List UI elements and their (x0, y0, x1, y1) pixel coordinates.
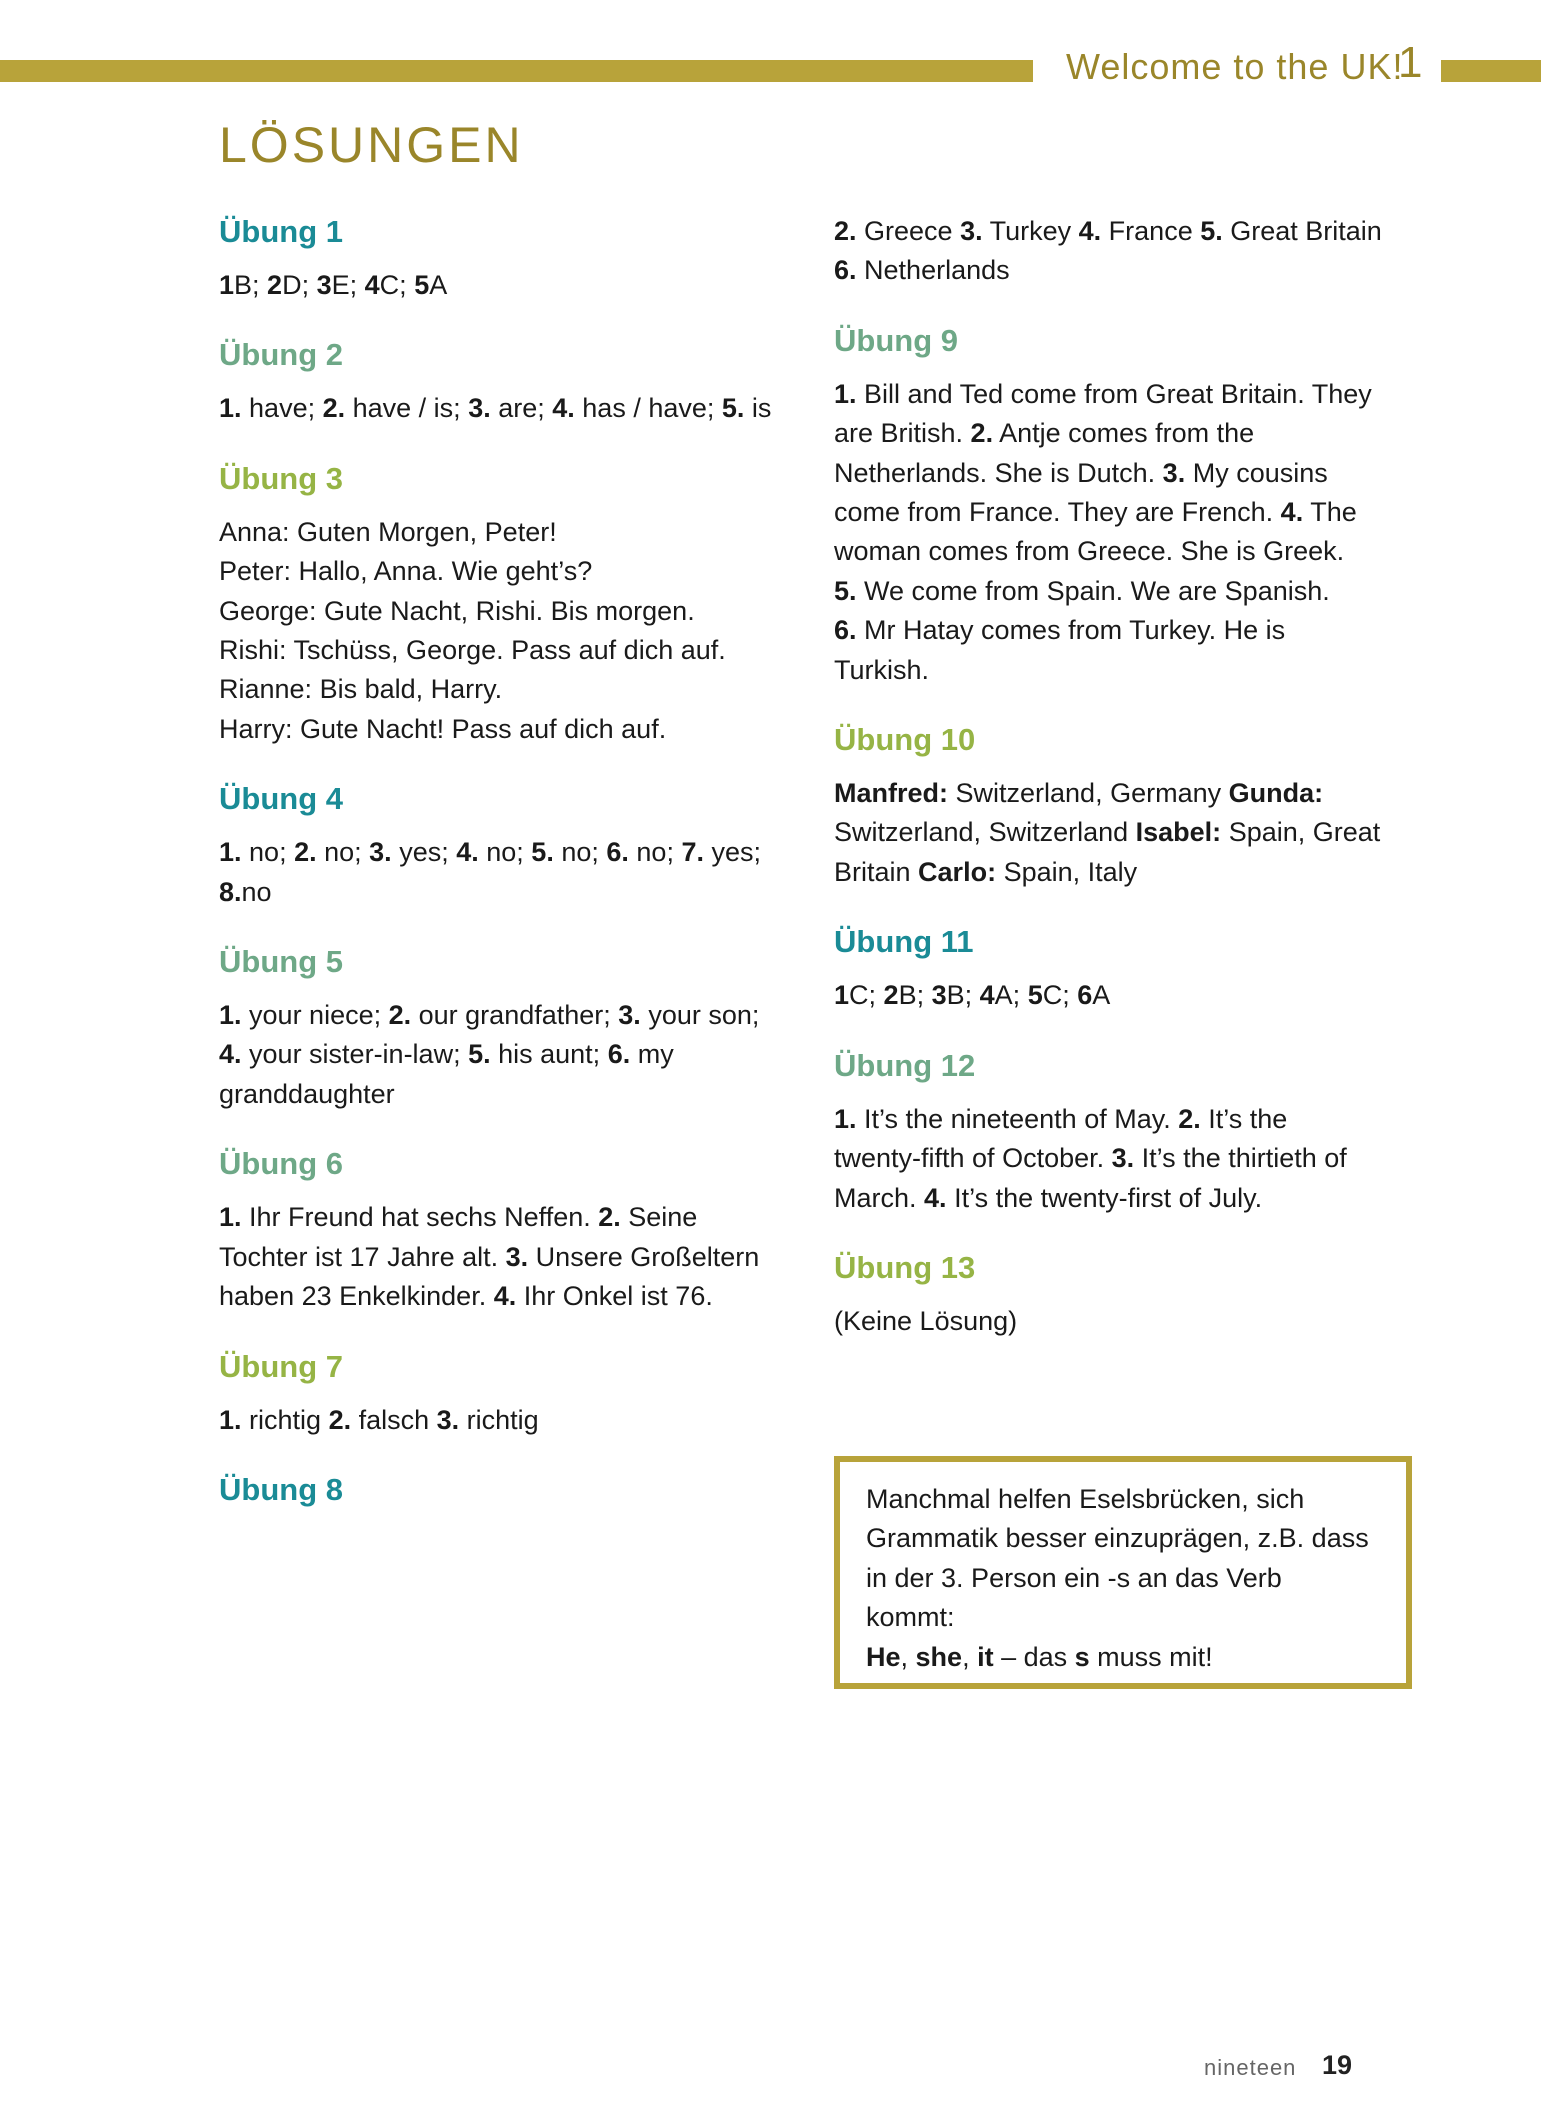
exercise-answer (219, 1401, 819, 1440)
exercise-13 (834, 1248, 1434, 1341)
text-run: no; (478, 837, 532, 868)
text-run: Antje comes from the (993, 418, 1255, 449)
bold-text: 4. (924, 1182, 947, 1213)
text-run: Bill and Ted come from Great Britain. They (856, 378, 1372, 409)
bold-text: 5. (531, 837, 554, 868)
chapter-title: Welcome to the UK! (1066, 46, 1404, 87)
text-run: richtig (459, 1404, 539, 1435)
text-run: Netherlands (856, 255, 1010, 286)
text-run: (Keine Lösung) (834, 1305, 1018, 1336)
text-run: have; (241, 393, 323, 424)
bold-text: 2. (328, 1404, 352, 1435)
text-run: no; (553, 837, 607, 868)
header-rule-left (0, 60, 1033, 82)
bold-text: 2. (1178, 1103, 1201, 1134)
text-run: Greece (856, 216, 961, 246)
bold-text: 1. (219, 837, 242, 868)
left-column (219, 212, 819, 1540)
bold-text: 1. (219, 393, 242, 424)
exercise-answer (219, 1198, 819, 1316)
text-run: Rianne: Bis bald, Harry. (219, 674, 503, 705)
exercise-title: Übung 11 (834, 924, 974, 960)
text-line (834, 651, 1434, 690)
text-run: C; (1042, 980, 1078, 1011)
text-run: woman comes from Greece. She is Greek. (834, 536, 1345, 567)
text-run: A (429, 270, 448, 300)
text-line (866, 1638, 1382, 1677)
bold-text: she (915, 1641, 963, 1672)
bold-text: 4. (1280, 497, 1304, 528)
exercise-title: Übung 12 (834, 1047, 976, 1083)
exercise-title: Übung 1 (219, 214, 343, 249)
exercise-6 (219, 1144, 819, 1316)
text-run: our grandfather; (411, 1000, 619, 1031)
text-run: is (744, 393, 772, 424)
text-run: Turkey (982, 216, 1079, 246)
bold-text: 3. (468, 393, 491, 424)
exercise-title: Übung 8 (219, 1471, 343, 1507)
text-run: twenty-fifth of October. (834, 1143, 1112, 1174)
bold-text: 3. (1162, 457, 1186, 488)
exercise-title: Übung 2 (219, 337, 343, 373)
text-line (219, 873, 819, 912)
text-line (834, 813, 1434, 852)
text-line (834, 414, 1434, 453)
exercise-answer (834, 212, 1434, 291)
text-line (219, 513, 819, 552)
bold-text: 7. (681, 837, 704, 868)
text-line (219, 389, 819, 428)
exercise-answer (219, 513, 819, 749)
text-line (866, 1519, 1382, 1558)
exercise-5 (219, 942, 819, 1114)
text-run: Britain (834, 856, 919, 887)
text-run: Turkish. (834, 654, 930, 685)
text-run: A (1092, 980, 1111, 1011)
text-run: Harry: Gute Nacht! Pass auf dich auf. (219, 713, 667, 744)
exercise-10 (834, 720, 1434, 892)
exercise-answer (834, 976, 1434, 1015)
text-run: muss mit! (1089, 1641, 1213, 1672)
header-rule-right (1441, 60, 1541, 82)
text-line (219, 1238, 819, 1277)
text-line (834, 454, 1434, 493)
text-run: Rishi: Tschüss, George. Pass auf dich auf. (219, 635, 726, 666)
bold-text: 4. (552, 393, 575, 424)
text-line (866, 1480, 1382, 1519)
bold-text: 3. (436, 1404, 460, 1435)
text-run: no; (628, 837, 682, 868)
page-number-word: nineteen (1204, 2055, 1297, 2080)
text-run: , (962, 1641, 978, 1672)
text-run: kommt: (866, 1602, 955, 1633)
bold-text: s (1074, 1641, 1090, 1672)
text-run: no; (241, 837, 295, 868)
text-line (219, 1198, 819, 1237)
text-run: come from France. They are French. (834, 497, 1281, 528)
text-run: France (1101, 216, 1201, 246)
text-run: Peter: Hallo, Anna. Wie geht’s? (219, 556, 593, 587)
text-run: have / is; (345, 393, 469, 424)
bold-text: 6. (607, 1039, 631, 1070)
bold-text: Manfred: (834, 778, 948, 809)
text-line (219, 833, 819, 872)
bold-text: 1. (219, 1202, 242, 1233)
bold-text: 1 (834, 980, 850, 1011)
bold-text: 5. (721, 393, 745, 424)
bold-text: 5 (414, 270, 430, 300)
text-run: Netherlands. She is Dutch. (834, 457, 1163, 488)
exercise-title: Übung 13 (834, 1249, 976, 1285)
bold-text: 4. (219, 1039, 242, 1070)
text-run: Spain, Italy (996, 856, 1138, 887)
text-line (219, 552, 819, 591)
text-run: no (241, 876, 272, 907)
bold-text: 1. (219, 1000, 242, 1031)
text-line (219, 631, 819, 670)
exercise-title: Übung 3 (219, 460, 343, 496)
text-run: E; (331, 270, 365, 300)
bold-text: 6. (606, 837, 629, 868)
text-line (834, 1100, 1434, 1139)
exercise-1 (219, 212, 819, 305)
exercise-title: Übung 6 (219, 1146, 343, 1182)
text-line (834, 532, 1434, 571)
bold-text: 2. (294, 837, 317, 868)
text-run: are; (490, 393, 553, 424)
bold-text: 1. (834, 378, 857, 409)
text-line (219, 1277, 819, 1316)
bold-text: 3. (618, 1000, 641, 1031)
text-run: It’s the (1200, 1103, 1288, 1134)
text-run: George: Gute Nacht, Rishi. Bis morgen. (219, 595, 695, 626)
exercise-answer (219, 833, 819, 912)
bold-text: 2. (388, 1000, 412, 1031)
text-line (834, 1179, 1434, 1218)
text-run: are British. (834, 418, 971, 449)
bold-text: 4. (493, 1281, 517, 1312)
text-run: C; (849, 980, 884, 1011)
text-run: , (900, 1641, 916, 1672)
bold-text: 1. (834, 1103, 857, 1134)
text-line (219, 592, 819, 631)
text-run: granddaughter (219, 1078, 395, 1109)
exercise-title: Übung 4 (219, 781, 343, 817)
text-run: It’s the thirtieth of (1134, 1143, 1347, 1174)
bold-text: 4 (979, 980, 995, 1011)
bold-text: 4. (456, 837, 479, 868)
page-number: 19 (1322, 2050, 1353, 2080)
bold-text: 2. (322, 393, 346, 424)
exercise-answer (219, 266, 819, 305)
bold-text: 4. (1078, 216, 1102, 246)
exercise-answer (219, 389, 819, 428)
text-run: his aunt; (490, 1039, 608, 1070)
text-run: Seine (620, 1202, 698, 1233)
text-line (834, 375, 1434, 414)
text-run: B; (234, 270, 268, 300)
text-run: falsch (351, 1404, 437, 1435)
text-line (219, 996, 819, 1035)
bold-text: 1. (219, 1404, 242, 1435)
text-run: haben 23 Enkelkinder. (219, 1281, 494, 1312)
exercise-3 (219, 459, 819, 749)
bold-text: it (977, 1641, 994, 1672)
exercise-answer (834, 1302, 1434, 1341)
text-run: Tochter ist 17 Jahre alt. (219, 1241, 506, 1272)
exercise-answer (834, 375, 1434, 690)
bold-text: 4 (364, 270, 380, 300)
exercise-7 (219, 1347, 819, 1440)
text-run: My cousins (1185, 457, 1328, 488)
right-column (834, 212, 1434, 1371)
text-line (219, 1401, 819, 1440)
exercise-2 (219, 335, 819, 428)
bold-text: Gunda: (1228, 778, 1324, 809)
text-line (219, 266, 819, 305)
text-run: Manchmal helfen Eselsbrücken, sich (866, 1484, 1305, 1514)
bold-text: 3. (505, 1241, 529, 1272)
text-run: your niece; (241, 1000, 389, 1031)
exercise-12 (834, 1046, 1434, 1218)
bold-text: 1 (219, 270, 235, 300)
text-line (834, 853, 1434, 892)
bold-text: Isabel: (1135, 817, 1222, 848)
exercise-answer (219, 996, 819, 1114)
text-line (834, 212, 1434, 251)
text-run: Switzerland, Germany (948, 778, 1229, 809)
bold-text: 3 (316, 270, 332, 300)
bold-text: 5. (468, 1039, 491, 1070)
exercise-answer (834, 1100, 1434, 1218)
text-line (866, 1559, 1382, 1598)
text-line (866, 1598, 1382, 1637)
text-run: Ihr Freund hat sechs Neffen. (241, 1202, 599, 1233)
text-run: C; (379, 270, 415, 300)
bold-text: 5. (834, 575, 857, 606)
text-line (834, 572, 1434, 611)
text-line (219, 1035, 819, 1074)
text-line (834, 1139, 1434, 1178)
text-line (834, 251, 1434, 290)
bold-text: 3 (931, 980, 947, 1011)
text-line (219, 670, 819, 709)
text-run: my (630, 1039, 674, 1070)
bold-text: He (866, 1641, 901, 1672)
exercise-title: Übung 7 (219, 1348, 343, 1384)
text-run: D; (282, 270, 317, 300)
bold-text: 2. (834, 216, 857, 246)
bold-text: 2 (883, 980, 899, 1011)
text-line (834, 774, 1434, 813)
text-run: in der 3. Person ein -s an das Verb (866, 1562, 1282, 1593)
bold-text: 3. (960, 216, 983, 246)
exercise-8-heading (219, 1470, 819, 1510)
text-run: It’s the nineteenth of May. (856, 1103, 1179, 1134)
text-run: Great Britain (1222, 216, 1382, 246)
text-run: no; (316, 837, 370, 868)
exercise-answer (834, 774, 1434, 892)
bold-text: 6 (1077, 980, 1093, 1011)
text-run: has / have; (574, 393, 722, 424)
text-run: your son; (640, 1000, 760, 1031)
chapter-number: 1 (1398, 38, 1423, 87)
bold-text: 8. (219, 876, 242, 907)
exercise-4 (219, 779, 819, 912)
text-run: A; (994, 980, 1028, 1011)
text-line (834, 493, 1434, 532)
text-line (219, 1075, 819, 1114)
text-run: Ihr Onkel ist 76. (516, 1281, 713, 1312)
exercise-11 (834, 922, 1434, 1015)
text-run: richtig (241, 1404, 329, 1435)
text-line (834, 611, 1434, 650)
bold-text: 2. (970, 418, 994, 449)
text-run: March. (834, 1182, 925, 1213)
bold-text: Carlo: (918, 856, 997, 887)
tip-box (834, 1456, 1412, 1689)
text-line (219, 710, 819, 749)
bold-text: 2 (267, 270, 283, 300)
text-run: Mr Hatay comes from Turkey. He is (856, 615, 1286, 646)
text-line (834, 1302, 1434, 1341)
text-run: Unsere Großeltern (528, 1241, 760, 1272)
bold-text: 5. (1200, 216, 1223, 246)
text-run: Switzerland, Switzerland (834, 817, 1136, 848)
text-run: B; (946, 980, 980, 1011)
text-run: We come from Spain. We are Spanish. (856, 575, 1330, 606)
exercise-title: Übung 10 (834, 722, 976, 758)
exercise-9 (834, 321, 1434, 690)
bold-text: 3. (369, 837, 392, 868)
text-run: yes; (391, 837, 457, 868)
bold-text: 6. (834, 615, 857, 646)
bold-text: 2. (598, 1202, 621, 1233)
text-run: It’s the twenty-first of July. (946, 1182, 1263, 1213)
text-run: your sister-in-law; (241, 1039, 469, 1070)
exercise-title: Übung 5 (219, 944, 343, 980)
bold-text: 3. (1111, 1143, 1135, 1174)
text-run: – das (993, 1641, 1075, 1672)
bold-text: 6. (834, 255, 857, 286)
text-run: Anna: Guten Morgen, Peter! (219, 516, 557, 547)
text-run: Spain, Great (1221, 817, 1381, 848)
exercise-8-continued (834, 212, 1434, 291)
text-run: B; (898, 980, 932, 1011)
text-run: Grammatik besser einzuprägen, z.B. dass (866, 1523, 1369, 1554)
text-line (834, 976, 1434, 1015)
text-run: The (1303, 497, 1357, 528)
text-run: yes; (703, 837, 762, 868)
bold-text: 5 (1027, 980, 1043, 1011)
exercise-title: Übung 9 (834, 322, 958, 358)
page-heading: LÖSUNGEN (219, 117, 524, 173)
